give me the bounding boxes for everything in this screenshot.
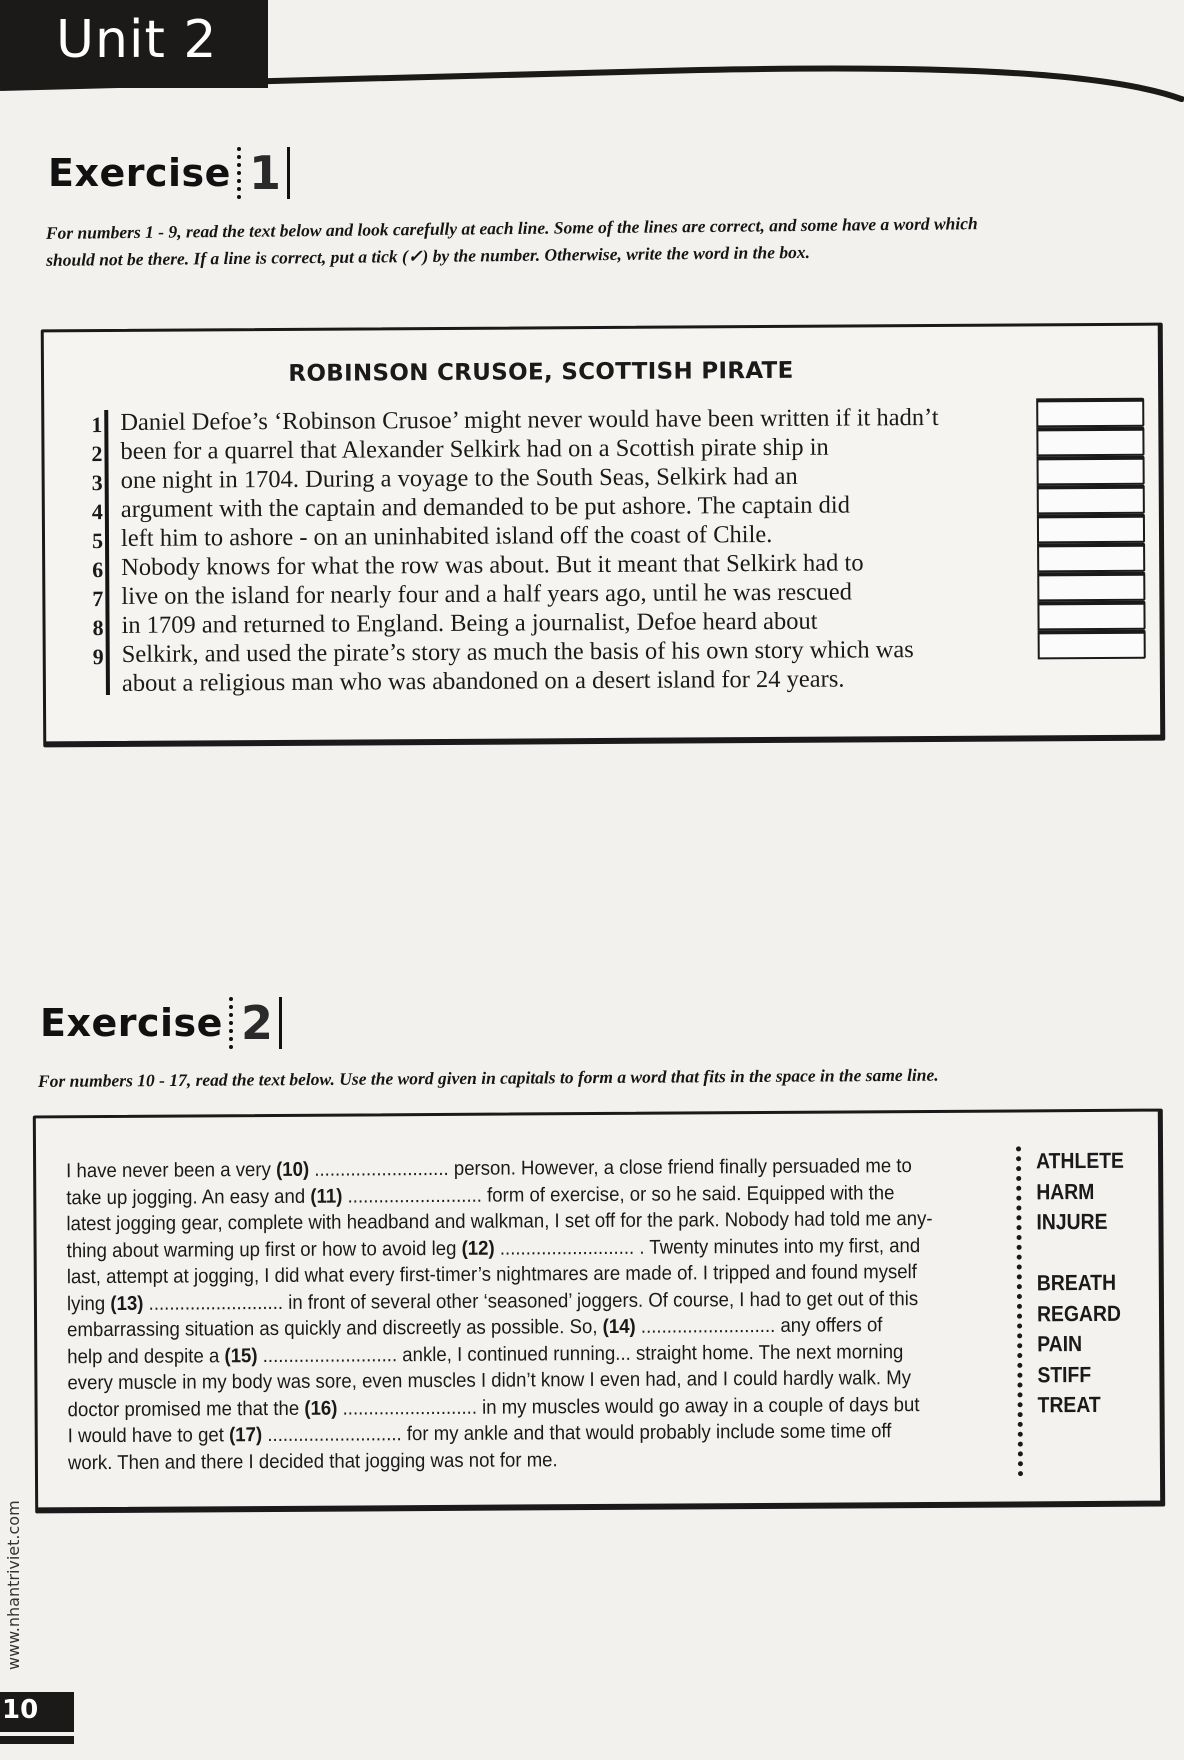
answer-box-5[interactable] (1037, 514, 1145, 544)
dotted-divider (237, 147, 241, 199)
passage-line: every muscle in my body was sore, even muscles I didn’t know I even had, and I could hardly walk. My (67, 1367, 912, 1395)
passage-line: latest jogging gear, complete with headband and walkman, I set off for the park. Nobody had told me any- (66, 1207, 933, 1236)
line-number: 1 (91, 412, 103, 438)
page-number-rule (0, 1736, 74, 1744)
line-numbers (68, 410, 104, 671)
exercise-2-heading (40, 996, 282, 1050)
gap-number: (16) (304, 1397, 338, 1420)
keyword: REGARD (1036, 1300, 1121, 1326)
gap-blank[interactable]: .......................... person. However, a close friend finally persuaded me to (309, 1155, 912, 1181)
line-number: 4 (91, 499, 103, 525)
gap-number: (14) (602, 1315, 636, 1338)
passage-line: work. Then and there I decided that jogging was not for me. (67, 1448, 558, 1474)
answer-box-9[interactable] (1038, 630, 1146, 660)
keyword: STIFF (1037, 1361, 1092, 1387)
instructions-line: For numbers 1 - 9, read the text below and look carefully at each line. Some of the lines are correct, and some have a word which (45, 213, 978, 243)
dotted-separator (1016, 1146, 1023, 1476)
keyword: PAIN (1037, 1331, 1083, 1357)
answer-box-3[interactable] (1037, 456, 1145, 486)
exercise-2-label: Exercise (40, 1001, 223, 1045)
line-number: 5 (91, 528, 104, 554)
passage-line: argument with the captain and demanded to be put ashore. The captain did (120, 491, 851, 523)
passage-line: in 1709 and returned to England. Being a journalist, Defoe heard about (121, 607, 818, 639)
header-rule (0, 62, 1184, 102)
keyword: HARM (1036, 1178, 1095, 1204)
passage-line: one night in 1704. During a voyage to the South Seas, Selkirk had an (120, 462, 798, 494)
passage-line: Nobody knows for what the row was about. But it meant that Selkirk had to (121, 549, 864, 581)
gap-blank[interactable]: .......................... any offers of (635, 1314, 883, 1338)
gap-number: (10) (275, 1158, 310, 1181)
unit-title: Unit 2 (0, 0, 268, 88)
gap-blank[interactable]: .......................... . Twenty minutes into my first, and (494, 1234, 921, 1260)
exercise-2-number: 2 (240, 996, 273, 1050)
answer-box-4[interactable] (1037, 485, 1145, 515)
passage-line: about a religious man who was abandoned on a desert island for 24 years. (121, 665, 845, 697)
passage-text (120, 402, 1042, 698)
line-number: 9 (92, 644, 104, 670)
answer-box-8[interactable] (1037, 601, 1145, 631)
keyword (1037, 1237, 1134, 1268)
passage-line: embarrassing situation as quickly and discreetly as possible. So, (14) .......................... any offers of (67, 1314, 883, 1342)
passage-line: been for a quarrel that Alexander Selkirk had on a Scottish pirate ship in (120, 433, 829, 465)
heading-bar (279, 997, 282, 1049)
passage-line: take up jogging. An easy and (11) .......................... form of exercise, or so he said. Equipped with the (66, 1181, 895, 1209)
dotted-divider (229, 997, 233, 1049)
gap-number: (11) (310, 1185, 343, 1208)
line-number: 7 (92, 586, 104, 612)
gap-blank[interactable]: .......................... in my muscles would go away in a couple of days but (337, 1393, 920, 1420)
passage-line: I have never been a very (10) .......................... person. However, a close friend finally persuaded me to (66, 1155, 912, 1183)
line-number: 3 (91, 470, 103, 496)
passage-line: lying (13) .......................... in front of several other ‘seasoned’ joggers. Of course, I had to get out of this (66, 1287, 919, 1315)
answer-boxes (1036, 398, 1148, 660)
website-url: www.nhantriviet.com (4, 1500, 23, 1670)
gap-blank[interactable]: .......................... ankle, I continued running... straight home. The next morning (257, 1340, 904, 1367)
passage-line: last, attempt at jogging, I did what every first-timer’s nightmares are made of. I tripped and found myself (66, 1261, 917, 1289)
gap-blank[interactable]: .......................... form of exercise, or so he said. Equipped with the (342, 1181, 895, 1208)
page-number: 10 (0, 1692, 74, 1732)
passage-line: Daniel Defoe’s ‘Robinson Crusoe’ might never would have been written if it hadn’t (120, 403, 939, 436)
passage-text (66, 1153, 951, 1476)
keyword: ATHLETE (1036, 1147, 1125, 1174)
keyword: INJURE (1036, 1208, 1108, 1235)
heading-bar (287, 147, 290, 199)
gap-blank[interactable]: .......................... in front of several other ‘seasoned’ joggers. Of course, I had to get out of this (143, 1287, 919, 1315)
gap-number: (13) (110, 1292, 144, 1315)
passage-line: doctor promised me that the (16) .......................... in my muscles would go away in a couple of days but (67, 1393, 920, 1421)
keyword-column (1036, 1146, 1134, 1421)
line-number: 8 (92, 615, 104, 641)
line-number-bar (104, 410, 110, 695)
exercise-1-label: Exercise (48, 151, 231, 195)
answer-box-7[interactable] (1037, 572, 1145, 602)
line-number: 6 (92, 557, 104, 583)
gap-number: (15) (224, 1344, 258, 1367)
exercise-1-instructions (46, 208, 1177, 274)
gap-number: (12) (461, 1237, 495, 1260)
gap-number: (17) (228, 1424, 263, 1447)
passage-line: Selkirk, and used the pirate’s story as much the basis of his own story which was (121, 636, 914, 668)
passage-line: live on the island for nearly four and a half years ago, until he was rescued (121, 578, 853, 610)
passage-line: help and despite a (15) .......................... ankle, I continued running... straight home. The next morning (67, 1340, 904, 1368)
passage-line: I would have to get (17) .......................... for my ankle and that would probably include some time off (67, 1420, 892, 1448)
keyword: BREATH (1036, 1269, 1117, 1296)
exercise-2-text-box (33, 1109, 1165, 1514)
exercise-1-text-box (41, 323, 1166, 748)
gap-blank[interactable]: .......................... for my ankle and that would probably include some time off (262, 1420, 892, 1447)
passage-line: left him to ashore - on an uninhabited island off the coast of Chile. (120, 520, 773, 552)
answer-box-2[interactable] (1036, 427, 1144, 457)
keyword: TREAT (1037, 1391, 1101, 1418)
answer-box-1[interactable] (1036, 398, 1144, 428)
instructions-line: should not be there. If a line is correct, put a tick (✓) by the number. Otherwise, write the word in the box. (46, 241, 811, 270)
line-number: 2 (91, 441, 103, 467)
exercise-2-instructions: For numbers 10 - 17, read the text below. Use the word given in capitals to form a word that fits in the space in the same line. (37, 1064, 939, 1091)
passage-line: thing about warming up first or how to avoid leg (12) .......................... . Twenty minutes into my first, and (66, 1234, 921, 1262)
exercise-1-number: 1 (248, 146, 281, 200)
exercise-1-heading (48, 146, 290, 200)
answer-box-6[interactable] (1037, 543, 1145, 573)
passage-title: ROBINSON CRUSOE, SCOTTISH PIRATE (288, 357, 794, 387)
